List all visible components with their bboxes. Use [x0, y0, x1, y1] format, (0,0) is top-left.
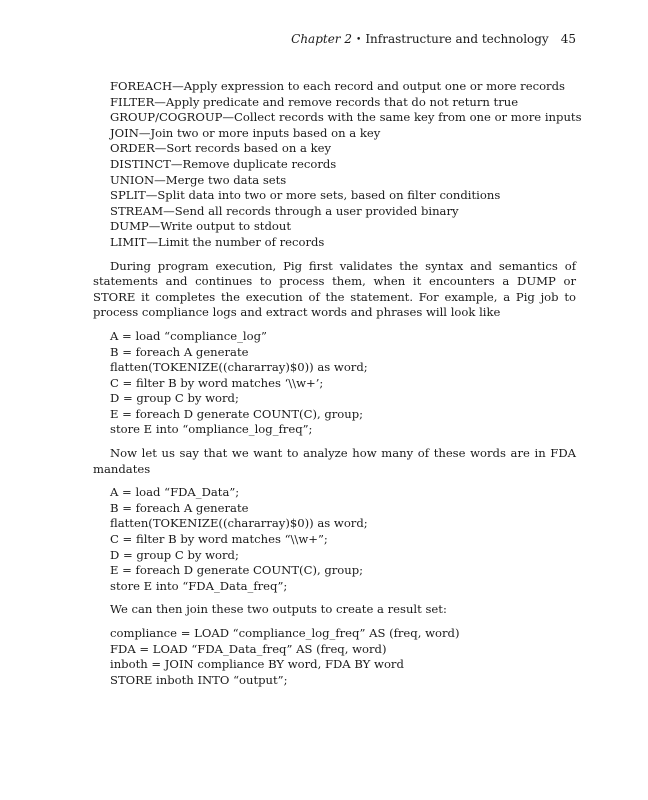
code-line: flatten(TOKENIZE((chararray)$0)) as word;: [110, 516, 368, 531]
list-item: UNION—Merge two data sets: [110, 172, 287, 187]
list-item: FOREACH—Apply expression to each record and output one or more records: [110, 79, 565, 93]
section-title: Infrastructure and technology: [365, 32, 549, 46]
pig-operator-list: [110, 79, 582, 251]
code-line: store E into “ompliance_log_freq”;: [110, 422, 313, 437]
list-item: FILTER—Apply predicate and remove records that do not return true: [110, 94, 519, 109]
list-item: JOIN—Join two or more inputs based on a key: [110, 125, 381, 140]
paragraph-execution: During program execution, Pig first validates the syntax and semantics of statements and continues to process them, when it encounters a DUMP or STORE it completes the execution of the statement. For example, a Pig job to process compliance logs and extract words and phrases will look like: [93, 258, 576, 320]
header-bullet: •: [356, 35, 362, 45]
code-line: A = load “compliance_log”: [110, 328, 267, 343]
code-line: E = foreach D generate COUNT(C), group;: [110, 563, 364, 578]
code-line: D = group C by word;: [110, 547, 239, 562]
code-line: C = filter B by word matches “\\w+”;: [110, 532, 328, 547]
code-block-compliance: [110, 329, 576, 438]
code-line: A = load “FDA_Data”;: [110, 485, 240, 500]
code-line: E = foreach D generate COUNT(C), group;: [110, 406, 364, 421]
list-item: SPLIT—Split data into two or more sets, based on filter conditions: [110, 188, 501, 203]
running-header: [291, 31, 576, 48]
page-body: [93, 79, 582, 696]
code-line: B = foreach A generate: [110, 500, 249, 515]
code-block-fda: [110, 485, 576, 594]
paragraph-fda: Now let us say that we want to analyze how many of these words are in FDA mandates: [93, 446, 576, 476]
list-item: ORDER—Sort records based on a key: [110, 141, 332, 156]
paragraph-join: We can then join these two outputs to create a result set:: [110, 602, 447, 617]
list-item: STREAM—Send all records through a user provided binary: [110, 203, 459, 218]
page-number: 45: [560, 32, 576, 46]
code-block-join: [110, 626, 576, 688]
list-item: LIMIT—Limit the number of records: [110, 234, 325, 249]
code-line: FDA = LOAD “FDA_Data_freq” AS (freq, word): [110, 641, 387, 656]
list-item: DUMP—Write output to stdout: [110, 219, 291, 234]
list-item: DISTINCT—Remove duplicate records: [110, 156, 337, 171]
code-line: STORE inboth INTO “output”;: [110, 672, 288, 687]
code-line: D = group C by word;: [110, 391, 239, 406]
chapter-label: Chapter 2: [291, 32, 352, 46]
list-item: GROUP/COGROUP—Collect records with the same key from one or more inputs: [110, 110, 582, 125]
code-line: store E into “FDA_Data_freq”;: [110, 578, 288, 593]
code-line: compliance = LOAD “compliance_log_freq” AS (freq, word): [110, 626, 460, 640]
code-line: flatten(TOKENIZE((chararray)$0)) as word;: [110, 360, 368, 375]
code-line: B = foreach A generate: [110, 344, 249, 359]
code-line: inboth = JOIN compliance BY word, FDA BY word: [110, 657, 404, 672]
code-line: C = filter B by word matches ‘\\w+’;: [110, 375, 324, 390]
